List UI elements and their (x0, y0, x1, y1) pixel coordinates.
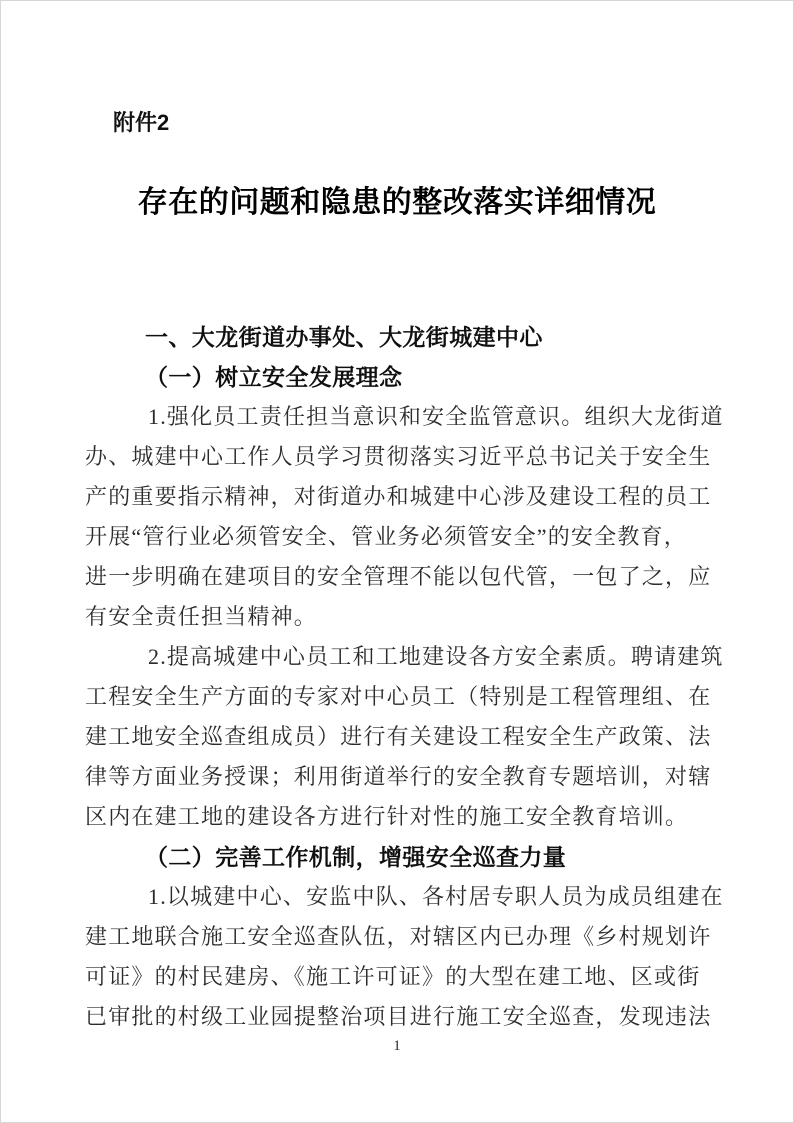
section-heading-1: 一、大龙街道办事处、大龙街城建中心 (145, 324, 543, 350)
paragraph-3-line-2: 建工地联合施工安全巡查队伍，对辖区内已办理《乡村规划许 (85, 924, 712, 949)
paragraph-1-line-3: 产的重要指示精神，对街道办和城建中心涉及建设工程的员工 (85, 484, 712, 509)
paragraph-2-line-1: 2.提高城建中心员工和工地建设各方安全素质。聘请建筑 (148, 644, 724, 669)
paragraph-1-line-1: 1.强化员工责任担当意识和安全监管意识。组织大龙街道 (148, 404, 724, 429)
paragraph-2-line-5: 区内在建工地的建设各方进行针对性的施工安全教育培训。 (85, 804, 689, 829)
paragraph-1-line-5: 进一步明确在建项目的安全管理不能以包代管，一包了之，应 (85, 564, 712, 589)
attachment-label: 附件2 (113, 110, 170, 135)
paragraph-2-line-2: 工程安全生产方面的专家对中心员工（特别是工程管理组、在 (85, 684, 712, 709)
page-number: 1 (393, 1038, 401, 1054)
paragraph-3-line-3: 可证》的村民建房、《施工许可证》的大型在建工地、区或街 (85, 964, 701, 989)
subsection-heading-1-2: （二）完善工作机制，增强安全巡查力量 (145, 844, 567, 870)
paragraph-2-line-3: 建工地安全巡查组成员）进行有关建设工程安全生产政策、法 (85, 724, 712, 749)
paragraph-3-line-1: 1.以城建中心、安监中队、各村居专职人员为成员组建在 (148, 884, 724, 909)
paragraph-2-line-4: 律等方面业务授课；利用街道举行的安全教育专题培训，对辖 (85, 764, 712, 789)
document-body (85, 317, 724, 1037)
paragraph-3-line-4: 已审批的村级工业园提整治项目进行施工安全巡查，发现违法 (85, 1004, 712, 1029)
paragraph-1-line-6: 有安全责任担当精神。 (85, 604, 318, 629)
subsection-heading-1-1: （一）树立安全发展理念 (145, 364, 403, 390)
document-title: 存在的问题和隐患的整改落实详细情况 (137, 186, 657, 219)
paragraph-1-line-4: 开展“管行业必须管安全、管业务必须管安全”的安全教育， (85, 524, 687, 549)
paragraph-1-line-2: 办、城建中心工作人员学习贯彻落实习近平总书记关于安全生 (85, 444, 712, 469)
